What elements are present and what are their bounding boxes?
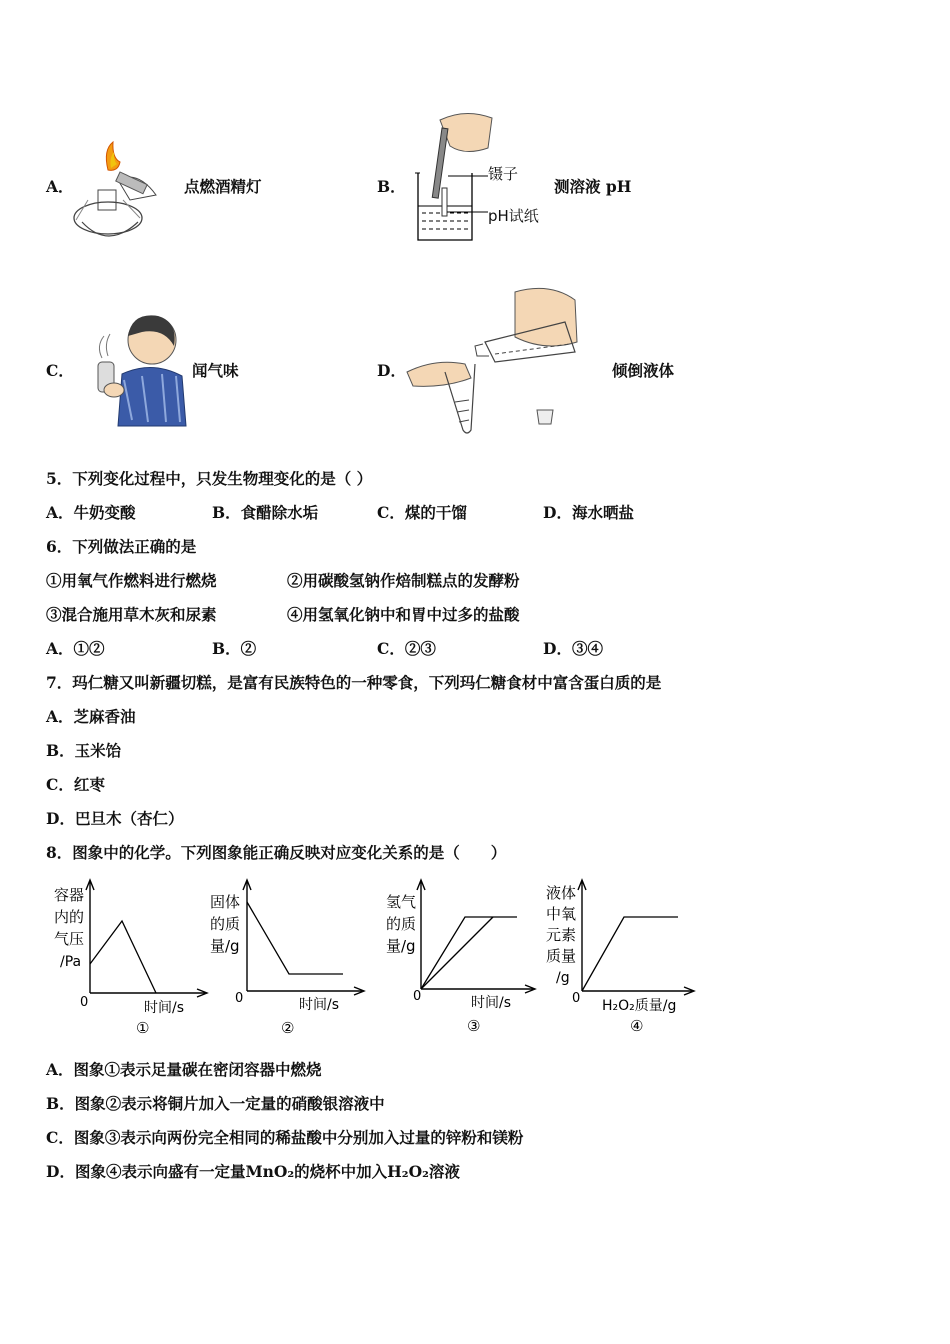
graph-1-ylabel-line-3: 气压 <box>54 930 85 948</box>
q4-option-c-text: 闻气味 <box>192 361 239 380</box>
q4-option-d-letter: D． <box>377 361 406 380</box>
graph-2-ylabel-line-2: 的质 <box>210 915 241 933</box>
q8-option-a[interactable]: A．图象①表示足量碳在密闭容器中燃烧 <box>46 1060 322 1079</box>
graph-4-xlabel: H₂O₂质量/g <box>602 998 677 1014</box>
graph-4-curve <box>582 917 678 991</box>
graph-3-ylabel-line-1: 氢气 <box>386 893 417 911</box>
graph-4 <box>542 876 707 1036</box>
q7-option-c[interactable]: C．红枣 <box>46 775 105 794</box>
graph-3-number: ③ <box>467 1017 481 1035</box>
q6-stem: 6．下列做法正确的是 <box>46 537 197 556</box>
graph-4-ylabel-line-2: 中氧 <box>546 905 577 923</box>
q8-option-d[interactable]: D．图象④表示向盛有一定量MnO₂的烧杯中加入H₂O₂溶液 <box>46 1162 460 1181</box>
graph-2-number: ② <box>281 1019 295 1036</box>
q6-statement-2: ②用碳酸氢钠作焙制糕点的发酵粉 <box>287 571 520 590</box>
graph-4-ylabel-line-3: 元素 <box>546 926 577 944</box>
q5-option-d[interactable]: D．海水晒盐 <box>543 503 634 522</box>
graph-1-ylabel-line-4: /Pa <box>60 954 82 970</box>
graph-1-ylabel-line-1: 容器 <box>54 886 85 904</box>
q4-option-b-text: 测溶液 pH <box>554 177 632 196</box>
q4-option-a-letter: A． <box>46 177 74 196</box>
q8-stem: 8．图象中的化学。下列图象能正确反映对应变化关系的是（ ） <box>46 843 507 862</box>
q6-option-a[interactable]: A．①② <box>46 639 105 658</box>
graph-1-origin: 0 <box>80 995 89 1010</box>
graph-2-ylabel-line-1: 固体 <box>210 893 241 911</box>
graph-2-origin: 0 <box>235 991 244 1006</box>
graph-3-curve-fast <box>421 917 517 989</box>
graph-3-ylabel-line-3: 量/g <box>386 937 416 955</box>
graph-2-ylabel-line-3: 量/g <box>210 937 240 955</box>
graph-4-ylabel-line-4: 质量 <box>546 947 577 965</box>
graph-4-ylabel-line-5: /g <box>556 970 570 986</box>
q6-option-c[interactable]: C．②③ <box>377 639 436 658</box>
graph-1-ylabel-line-2: 内的 <box>54 908 85 926</box>
q4-option-a-text: 点燃酒精灯 <box>184 177 262 196</box>
q6-statement-3: ③混合施用草木灰和尿素 <box>46 605 217 624</box>
graph-1-curve <box>90 921 156 993</box>
q8-option-b[interactable]: B．图象②表示将铜片加入一定量的硝酸银溶液中 <box>46 1094 385 1113</box>
graph-1-number: ① <box>136 1019 150 1036</box>
alcohol-lamp-illustration <box>68 140 168 245</box>
graph-2-curve <box>247 902 343 974</box>
smelling-gas-illustration <box>92 310 190 428</box>
graph-3-origin: 0 <box>413 989 422 1004</box>
q5-option-b[interactable]: B．食醋除水垢 <box>212 503 319 522</box>
q6-statement-1: ①用氧气作燃料进行燃烧 <box>46 571 217 590</box>
graph-4-origin: 0 <box>572 991 581 1006</box>
q4-option-b-letter: B． <box>377 177 406 196</box>
q6-option-d[interactable]: D．③④ <box>543 639 603 658</box>
graph-1-xlabel: 时间/s <box>144 1000 185 1016</box>
ph-test-illustration <box>410 108 550 248</box>
q4-option-c-letter: C． <box>46 361 74 380</box>
q8-option-c[interactable]: C．图象③表示向两份完全相同的稀盐酸中分别加入过量的锌粉和镁粉 <box>46 1128 524 1147</box>
graph-3-ylabel-line-2: 的质 <box>386 915 417 933</box>
q5-stem: 5．下列变化过程中，只发生物理变化的是（ ） <box>46 469 373 488</box>
graph-1 <box>50 876 215 1036</box>
graph-4-ylabel-line-1: 液体 <box>546 884 577 902</box>
tweezers-label: 镊子 <box>488 165 519 183</box>
graph-2-xlabel: 时间/s <box>299 997 340 1013</box>
graph-2 <box>207 876 372 1036</box>
q4-option-d-text: 倾倒液体 <box>612 361 675 380</box>
q5-option-a[interactable]: A．牛奶变酸 <box>46 503 136 522</box>
ph-paper-label: pH试纸 <box>488 207 539 225</box>
q7-option-a[interactable]: A．芝麻香油 <box>46 707 136 726</box>
q7-stem: 7．玛仁糖又叫新疆切糕，是富有民族特色的一种零食，下列玛仁糖食材中富含蛋白质的是 <box>46 673 662 692</box>
q7-option-d[interactable]: D．巴旦木（杏仁） <box>46 809 184 828</box>
q6-option-b[interactable]: B．② <box>212 639 257 658</box>
q7-option-b[interactable]: B．玉米饴 <box>46 741 122 760</box>
graph-3-curve-slow <box>421 917 493 989</box>
graph-3 <box>383 876 548 1036</box>
q6-statement-4: ④用氢氧化钠中和胃中过多的盐酸 <box>287 605 520 624</box>
graph-3-xlabel: 时间/s <box>471 995 512 1011</box>
graph-4-number: ④ <box>630 1017 644 1035</box>
q5-option-c[interactable]: C．煤的干馏 <box>377 503 467 522</box>
pouring-liquid-illustration <box>405 282 585 434</box>
